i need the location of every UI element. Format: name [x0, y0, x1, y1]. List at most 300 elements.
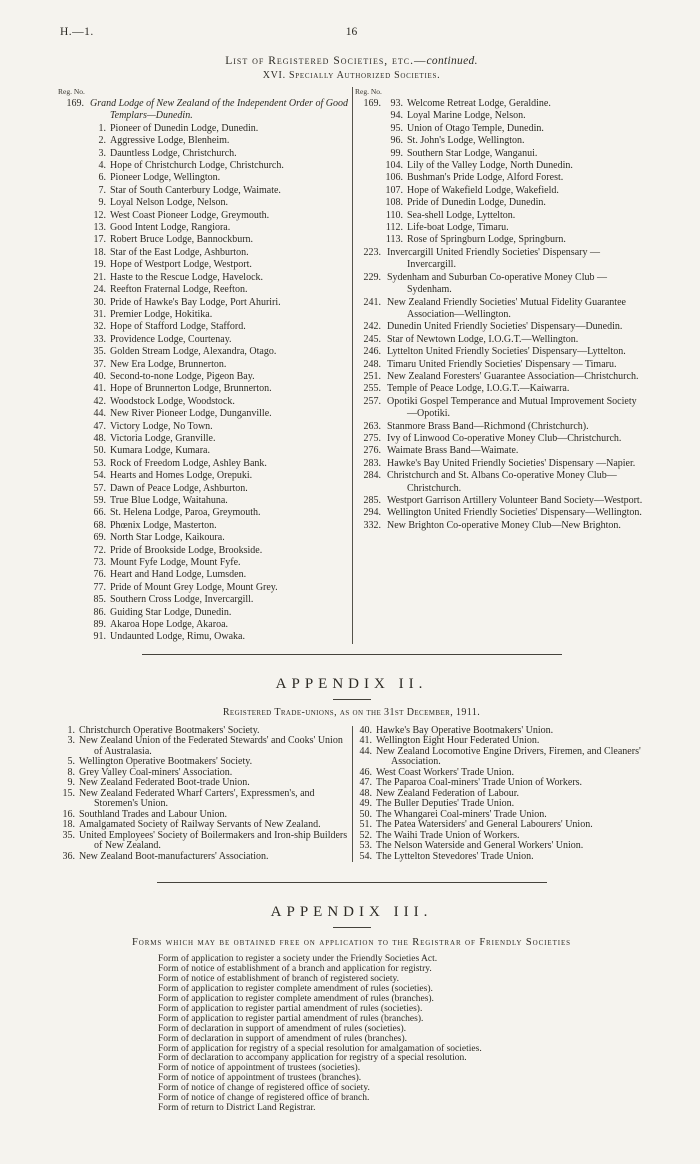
- entry-text: Star of South Canterbury Lodge, Waimate.: [110, 184, 281, 196]
- sub-number: 108.: [385, 197, 403, 209]
- entry-text: Union of Otago Temple, Dunedin.: [407, 122, 544, 134]
- reg-number: 49.: [359, 798, 372, 810]
- society-row: [355, 520, 645, 532]
- sub-number: 96.: [390, 135, 403, 147]
- entry-text: New Zealand Union of the Federated Stewards' and Cooks' Union of Australasia.: [79, 735, 343, 757]
- form-row: Form of notice of appointment of trustees (societies).: [158, 1063, 361, 1074]
- society-row: [355, 371, 645, 383]
- form-row: Form of notice of establishment of a branch and application for registry.: [158, 964, 432, 975]
- entry-text: Heart and Hand Lodge, Lumsden.: [110, 569, 247, 581]
- society-row: [355, 210, 645, 222]
- society-row: [58, 197, 350, 209]
- entry-text: Star of the East Lodge, Ashburton.: [110, 246, 249, 258]
- sub-number: 30.: [93, 296, 106, 308]
- appendix2-subtitle: Registered Trade-unions, as on the 31st December, 1911.: [222, 706, 481, 718]
- society-row: [355, 197, 645, 209]
- sub-number: 4.: [98, 160, 106, 172]
- sub-number: 86.: [93, 606, 106, 618]
- entry-text: Southern Cross Lodge, Invercargill.: [110, 594, 254, 606]
- society-row: [355, 98, 645, 110]
- reg-number: 46.: [359, 766, 372, 778]
- entry-text: Hope of Wakefield Lodge, Wakefield.: [407, 184, 559, 196]
- entry-text: Pioneer of Dunedin Lodge, Dunedin.: [110, 122, 259, 134]
- society-row: [58, 135, 350, 147]
- sub-number: 94.: [390, 110, 403, 122]
- entry-text: Kumara Lodge, Kumara.: [110, 445, 210, 457]
- societies-title: [58, 55, 645, 67]
- form-row: Form of application to register complete amendment of rules (branches).: [158, 994, 434, 1004]
- entry-text: Christchurch and St. Albans Co-operative Money Club—Christchurch.: [387, 470, 617, 494]
- entry-text: Lily of the Valley Lodge, North Dunedin.: [407, 160, 573, 172]
- society-row: [58, 272, 350, 284]
- reg-number: 16.: [62, 808, 75, 820]
- reg-number: 283.: [363, 457, 381, 469]
- sub-number: 3.: [98, 147, 106, 159]
- entry-text: Victoria Lodge, Granville.: [110, 432, 216, 444]
- form-row: Form of notice of establishment of branch of registered society.: [158, 974, 400, 985]
- entry-text: Hawke's Bay United Friendly Societies' Dispensary —Napier.: [387, 457, 636, 469]
- form-row: Form of notice of appointment of trustees (branches).: [158, 1073, 362, 1084]
- society-row: [58, 445, 350, 457]
- reg-number: 294.: [363, 507, 381, 519]
- sub-number: 104.: [385, 160, 403, 172]
- societies-title-continued: continued.: [426, 55, 478, 67]
- reg-no-label: Reg. No.: [58, 87, 85, 96]
- entry-text: Good Intent Lodge, Rangiora.: [110, 222, 231, 234]
- forms-list: [58, 955, 645, 1114]
- society-row: [58, 545, 350, 557]
- form-row: Form of declaration in support of amendment of rules (branches).: [158, 1033, 408, 1044]
- society-row: [58, 160, 350, 172]
- society-row: [58, 495, 350, 507]
- sub-number: 47.: [93, 420, 106, 432]
- entry-text: Wellington Operative Bootmakers' Society.: [79, 756, 253, 768]
- entry-text: New Zealand Foresters' Guarantee Association—Christchurch.: [387, 370, 639, 382]
- entry-text: Pride of Mount Grey Lodge, Mount Grey.: [110, 581, 278, 593]
- society-row: [355, 123, 645, 135]
- entry-text: Westport Garrison Artillery Volunteer Band Society—Westport.: [387, 495, 643, 506]
- entry-text: Stanmore Brass Band—Richmond (Christchurch).: [387, 420, 589, 432]
- entry-text: North Star Lodge, Kaikoura.: [110, 532, 225, 544]
- reg-number: 51.: [359, 819, 372, 831]
- society-row: [58, 532, 350, 544]
- sub-number: 13.: [93, 222, 106, 234]
- entry-text: Waimate Brass Band—Waimate.: [387, 445, 519, 457]
- appendix2-title: APPENDIX II.: [275, 675, 428, 692]
- reg-number: 245.: [363, 333, 381, 345]
- society-row: [355, 160, 645, 172]
- sub-number: 89.: [93, 619, 106, 631]
- entry-text: Temple of Peace Lodge, I.O.G.T.—Kaiwarra.: [387, 383, 570, 395]
- society-row: [58, 470, 350, 482]
- society-row: [58, 619, 350, 631]
- entry-text: Golden Stream Lodge, Alexandra, Otago.: [110, 346, 277, 358]
- entry-text: West Coast Pioneer Lodge, Greymouth.: [110, 209, 270, 221]
- reg-number: 223.: [363, 246, 381, 258]
- society-row: [58, 259, 350, 271]
- reg-number: 332.: [363, 519, 381, 531]
- entry-text: Hope of Christchurch Lodge, Christchurch.: [110, 160, 284, 172]
- reg-number: 241.: [363, 296, 381, 308]
- society-row: [58, 309, 350, 321]
- sub-number: 107.: [385, 184, 403, 196]
- society-row: [355, 445, 645, 457]
- reg-number: 248.: [363, 358, 381, 370]
- society-row: [58, 569, 350, 581]
- trade-union-row: [355, 852, 645, 863]
- entry-text: Welcome Retreat Lodge, Geraldine.: [407, 98, 551, 109]
- sub-number: 113.: [385, 234, 403, 246]
- reg-number: 40.: [359, 724, 372, 736]
- entry-text: Hope of Westport Lodge, Westport.: [110, 259, 252, 271]
- entry-text: Loyal Marine Lodge, Nelson.: [407, 110, 526, 122]
- sub-number: 41.: [93, 383, 106, 395]
- society-row: [355, 470, 645, 495]
- sub-number: 7.: [98, 184, 106, 196]
- trade-union-row: [355, 747, 645, 768]
- sub-number: 91.: [93, 631, 106, 643]
- entry-text: Providence Lodge, Courtenay.: [110, 333, 232, 345]
- society-row: [58, 507, 350, 519]
- entry-text: Reefton Fraternal Lodge, Reefton.: [110, 284, 248, 296]
- reg-number: 257.: [363, 395, 381, 407]
- sub-number: 95.: [390, 122, 403, 134]
- entry-text: Robert Bruce Lodge, Bannockburn.: [110, 234, 254, 246]
- form-row: Form of notice of change of registered office of branch.: [158, 1093, 370, 1104]
- reg-number: 8.: [67, 766, 75, 778]
- reg-number: 276.: [363, 445, 381, 457]
- sub-number: 35.: [93, 346, 106, 358]
- sub-number: 57.: [93, 482, 106, 494]
- entry-text: Akaroa Hope Lodge, Akaroa.: [110, 619, 229, 631]
- society-row: [58, 185, 350, 197]
- entry-text: Grey Valley Coal-miners' Association.: [79, 766, 233, 778]
- entry-text: Hope of Stafford Lodge, Stafford.: [110, 321, 246, 333]
- sub-number: 72.: [93, 544, 106, 556]
- sub-number: 6.: [98, 172, 106, 184]
- entry-text: Hawke's Bay Operative Bootmakers' Union.: [376, 724, 554, 736]
- sub-number: 106.: [385, 172, 403, 184]
- reg-number: 255.: [363, 383, 381, 395]
- entry-text: Opotiki Gospel Temperance and Mutual Improvement Society—Opotiki.: [387, 395, 637, 420]
- reg-number: 242.: [363, 321, 381, 333]
- society-row: [355, 272, 645, 297]
- entry-text: Dawn of Peace Lodge, Ashburton.: [110, 482, 248, 494]
- reg-number: 275.: [363, 432, 381, 444]
- reg-number: 3.: [67, 735, 75, 747]
- sub-number: 40.: [93, 370, 106, 382]
- entry-text: The Patea Watersiders' and General Labourers' Union.: [376, 819, 593, 831]
- trade-union-row: [58, 852, 350, 863]
- entry-text: Lyttelton United Friendly Societies' Dispensary—Lyttelton.: [387, 346, 626, 358]
- society-row: [355, 172, 645, 184]
- sub-number: 50.: [93, 445, 106, 457]
- society-row: [355, 234, 645, 246]
- sub-number: 85.: [93, 594, 106, 606]
- sub-number: 54.: [93, 470, 106, 482]
- society-row: [58, 234, 350, 246]
- society-row: [58, 458, 350, 470]
- entry-text: New Zealand Locomotive Engine Drivers, Firemen, and Cleaners' Association.: [376, 745, 641, 768]
- form-row: Form of application to register partial amendment of rules (societies).: [158, 1003, 423, 1014]
- sub-number: 48.: [93, 432, 106, 444]
- society-row: [58, 98, 350, 123]
- sub-number: 68.: [93, 519, 106, 531]
- reg-number: 47.: [359, 777, 372, 789]
- entry-text: New Zealand Federated Wharf Carters', Expressmen's, and Storemen's Union.: [79, 787, 315, 810]
- trade-union-row: [58, 831, 350, 852]
- reg-number: 52.: [359, 829, 372, 841]
- society-row: [355, 346, 645, 358]
- form-row: Form of declaration in support of amendment of rules (societies).: [158, 1023, 406, 1034]
- entry-text: The Lyttelton Stevedores' Trade Union.: [376, 850, 534, 862]
- society-row: [58, 334, 350, 346]
- society-row: [355, 110, 645, 122]
- entry-text: New Brighton Co-operative Money Club—New Brighton.: [387, 519, 621, 531]
- societies-right-column: [355, 87, 645, 644]
- entry-text: Wellington Eight Hour Federated Union.: [376, 735, 540, 747]
- entry-text: Premier Lodge, Hokitika.: [110, 308, 213, 320]
- entry-text: The Waihi Trade Union of Workers.: [376, 829, 520, 841]
- society-row: [355, 495, 645, 507]
- society-row: [58, 346, 350, 358]
- entry-text: Pride of Hawke's Bay Lodge, Port Ahuriri.: [110, 296, 281, 308]
- sub-number: 110.: [385, 209, 403, 221]
- form-row: Form of notice of change of registered office of society.: [158, 1083, 370, 1094]
- society-row: [58, 557, 350, 569]
- reg-number: 169.: [66, 98, 84, 109]
- entry-text: Sea-shell Lodge, Lyttelton.: [407, 209, 516, 221]
- entry-text: Dauntless Lodge, Christchurch.: [110, 147, 237, 159]
- entry-text: Christchurch Operative Bootmakers' Society.: [79, 724, 260, 736]
- society-row: [355, 458, 645, 470]
- entry-text: Wellington United Friendly Societies' Dispensary—Wellington.: [387, 507, 642, 519]
- entry-text: Timaru United Friendly Societies' Dispensary — Timaru.: [387, 358, 617, 370]
- entry-text: Hope of Brunnerton Lodge, Brunnerton.: [110, 383, 272, 395]
- entry-text: The Whangarei Coal-miners' Trade Union.: [376, 808, 547, 820]
- reg-number: 41.: [359, 735, 372, 747]
- entry-text: Grand Lodge of New Zealand of the Independent Order of Good Templars—Dunedin.: [90, 98, 348, 122]
- sub-number: 24.: [93, 284, 106, 296]
- sub-number: 19.: [93, 259, 106, 271]
- reg-number: 229.: [363, 271, 381, 283]
- reg-number: 1.: [67, 724, 75, 736]
- society-row: [355, 247, 645, 272]
- entry-text: New Zealand Federated Boot-trade Union.: [79, 777, 250, 789]
- entry-text: Haste to the Rescue Lodge, Havelock.: [110, 271, 264, 283]
- entry-text: Hearts and Homes Lodge, Orepuki.: [110, 470, 253, 482]
- form-row: Form of application for registry of a special resolution for amalgamation of societies.: [158, 1043, 482, 1054]
- sub-number: 66.: [93, 507, 106, 519]
- entry-text: Star of Newtown Lodge, I.O.G.T.—Wellington.: [387, 333, 579, 345]
- reg-number: 36.: [62, 850, 75, 862]
- trade-unions-columns: [58, 726, 645, 863]
- society-row: [58, 148, 350, 160]
- entry-text: Dunedin United Friendly Societies' Dispensary—Dunedin.: [387, 321, 623, 333]
- trade-unions-right-column: [355, 726, 645, 863]
- column-divider: [352, 87, 353, 644]
- sub-number: 99.: [390, 147, 403, 159]
- trade-unions-left-column: [58, 726, 350, 863]
- sub-number: 73.: [93, 557, 106, 569]
- section-divider: [142, 654, 562, 655]
- society-row: [355, 135, 645, 147]
- entry-text: New River Pioneer Lodge, Dunganville.: [110, 408, 272, 420]
- societies-subtitle: XVI. Specially Authorized Societies.: [262, 70, 441, 81]
- appendix2-title-rule: [333, 699, 371, 700]
- trade-union-row: [58, 789, 350, 810]
- reg-number: 15.: [62, 787, 75, 799]
- sub-number: 93.: [390, 98, 403, 109]
- reg-number: 169.: [363, 98, 381, 109]
- entry-text: The Paparoa Coal-miners' Trade Union of Workers.: [376, 777, 583, 789]
- sub-number: 32.: [93, 321, 106, 333]
- society-row: [58, 607, 350, 619]
- sub-number: 31.: [93, 308, 106, 320]
- entry-text: Pride of Dunedin Lodge, Dunedin.: [407, 197, 546, 209]
- societies-left-list: [58, 98, 350, 644]
- society-row: [58, 408, 350, 420]
- appendix3-title-rule: [333, 927, 371, 928]
- entry-text: Sydenham and Suburban Co-operative Money Club —Sydenham.: [387, 271, 607, 296]
- society-row: [58, 421, 350, 433]
- page-number: 16: [345, 26, 358, 38]
- entry-text: St. Helena Lodge, Paroa, Greymouth.: [110, 507, 261, 519]
- entry-text: Phœnix Lodge, Masterton.: [110, 519, 217, 531]
- reg-number: 50.: [359, 808, 372, 820]
- societies-title-main: List of Registered Societies, etc.—: [225, 55, 427, 67]
- society-row: [355, 383, 645, 395]
- reg-number: 246.: [363, 346, 381, 358]
- entry-text: New Era Lodge, Brunnerton.: [110, 358, 227, 370]
- sub-number: 9.: [98, 197, 106, 209]
- sub-number: 37.: [93, 358, 106, 370]
- sub-number: 2.: [98, 135, 106, 147]
- society-row: [58, 321, 350, 333]
- entry-text: United Employees' Society of Boilermakers and Iron-ship Builders of New Zealand.: [79, 829, 348, 852]
- society-row: [355, 507, 645, 519]
- form-row: Form of application to register partial amendment of rules (branches).: [158, 1013, 424, 1024]
- societies-columns: [58, 87, 645, 644]
- society-row: [355, 297, 645, 322]
- sub-number: 76.: [93, 569, 106, 581]
- sub-number: 18.: [93, 246, 106, 258]
- entry-text: Life-boat Lodge, Timaru.: [407, 222, 509, 234]
- society-row: [58, 582, 350, 594]
- entry-text: New Zealand Federation of Labour.: [376, 787, 520, 799]
- sub-number: 21.: [93, 271, 106, 283]
- reg-number: 285.: [363, 495, 381, 506]
- reg-number: 44.: [359, 745, 372, 757]
- reg-number: 54.: [359, 850, 372, 862]
- society-row: [58, 520, 350, 532]
- column-divider: [352, 726, 353, 863]
- reg-number: 284.: [363, 470, 381, 482]
- society-row: [58, 359, 350, 371]
- entry-text: Invercargill United Friendly Societies' Dispensary —Invercargill.: [387, 246, 600, 271]
- society-row: [355, 421, 645, 433]
- reg-number: 35.: [62, 829, 75, 841]
- sub-number: 44.: [93, 408, 106, 420]
- entry-text: Victory Lodge, No Town.: [110, 420, 213, 432]
- entry-text: Loyal Nelson Lodge, Nelson.: [110, 197, 229, 209]
- society-row: [355, 396, 645, 421]
- society-row: [58, 297, 350, 309]
- society-row: [58, 210, 350, 222]
- entry-text: Amalgamated Society of Railway Servants of New Zealand.: [79, 819, 321, 831]
- societies-left-column: [58, 87, 350, 644]
- trade-unions-left-list: [58, 726, 350, 863]
- sub-number: 12.: [93, 209, 106, 221]
- entry-text: Southland Trades and Labour Union.: [79, 808, 228, 820]
- form-row: Form of application to register complete amendment of rules (societies).: [158, 984, 433, 995]
- sub-number: 112.: [385, 222, 403, 234]
- society-row: [355, 148, 645, 160]
- society-row: [58, 123, 350, 135]
- sub-number: 1.: [98, 122, 106, 134]
- society-row: [58, 383, 350, 395]
- sub-number: 17.: [93, 234, 106, 246]
- trade-unions-right-list: [355, 726, 645, 863]
- form-row: Form of application to register a society under the Friendly Societies Act.: [158, 954, 438, 965]
- society-row: [58, 247, 350, 259]
- society-row: [58, 222, 350, 234]
- entry-text: Aggressive Lodge, Blenheim.: [110, 135, 230, 147]
- entry-text: New Zealand Boot-manufacturers' Association.: [79, 850, 269, 862]
- entry-text: Pioneer Lodge, Wellington.: [110, 172, 221, 184]
- sub-number: 59.: [93, 495, 106, 506]
- sub-number: 77.: [93, 581, 106, 593]
- society-row: [355, 359, 645, 371]
- reg-number: 251.: [363, 370, 381, 382]
- society-row: [58, 284, 350, 296]
- entry-text: Mount Fyfe Lodge, Mount Fyfe.: [110, 557, 241, 569]
- reg-no-label: Reg. No.: [355, 87, 382, 96]
- page-header: [58, 26, 645, 42]
- reg-number: 5.: [67, 756, 75, 768]
- society-row: [58, 631, 350, 643]
- entry-text: Bushman's Pride Lodge, Alford Forest.: [407, 172, 564, 184]
- reg-number: 48.: [359, 787, 372, 799]
- entry-text: The Nelson Waterside and General Workers' Union.: [376, 840, 584, 852]
- society-row: [58, 396, 350, 408]
- sub-number: 53.: [93, 457, 106, 469]
- entry-text: Undaunted Lodge, Rimu, Owaka.: [110, 631, 245, 643]
- reg-number: 263.: [363, 420, 381, 432]
- form-row: Form of return to District Land Registrar.: [158, 1102, 316, 1113]
- entry-text: Ivy of Linwood Co-operative Money Club—Christchurch.: [387, 432, 622, 444]
- sub-number: 33.: [93, 333, 106, 345]
- societies-right-list: [355, 98, 645, 532]
- entry-text: Woodstock Lodge, Woodstock.: [110, 395, 235, 407]
- reg-number: 9.: [67, 777, 75, 789]
- society-row: [58, 433, 350, 445]
- sub-number: 42.: [93, 395, 106, 407]
- appendix3-title: APPENDIX III.: [270, 904, 433, 921]
- trade-union-row: [58, 736, 350, 757]
- society-row: [355, 321, 645, 333]
- reg-number: 18.: [62, 819, 75, 831]
- entry-text: Pride of Brookside Lodge, Brookside.: [110, 544, 263, 556]
- entry-text: Second-to-none Lodge, Pigeon Bay.: [110, 370, 255, 382]
- entry-text: Guiding Star Lodge, Dunedin.: [110, 606, 232, 618]
- reg-number: 53.: [359, 840, 372, 852]
- entry-text: New Zealand Friendly Societies' Mutual Fidelity Guarantee Association—Wellington.: [387, 296, 626, 320]
- society-row: [58, 172, 350, 184]
- society-row: [58, 594, 350, 606]
- form-row: Form of declaration to accompany application for registry of a special resolution.: [158, 1053, 467, 1064]
- sub-number: 69.: [93, 532, 106, 544]
